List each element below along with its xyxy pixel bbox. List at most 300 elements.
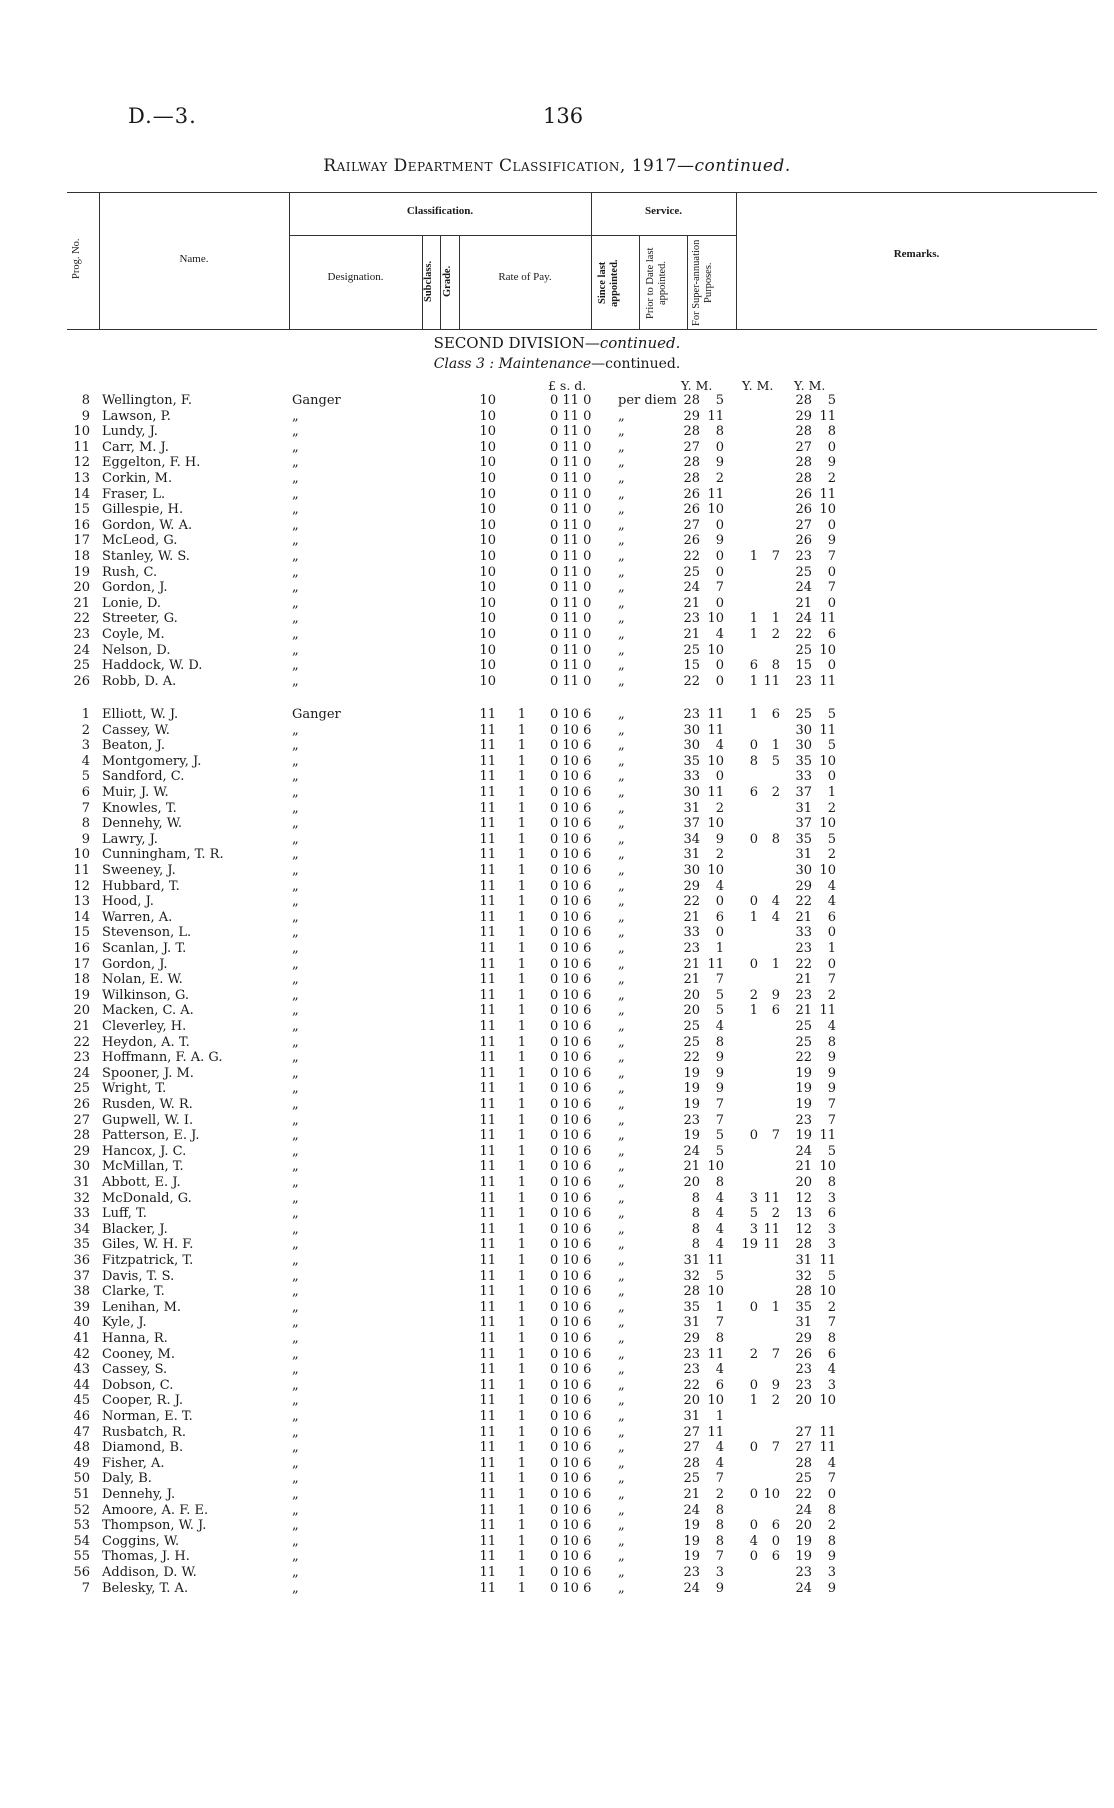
cell-um: 11 xyxy=(819,1128,836,1144)
cell-per: „ xyxy=(618,800,625,816)
cell-sy: 29 xyxy=(683,1331,700,1346)
cell-sub: 10 xyxy=(479,580,496,596)
cell-desig: „ xyxy=(292,1580,299,1596)
cell-sm: 10 xyxy=(707,1284,724,1300)
cell-sy: 31 xyxy=(683,800,700,816)
cell-name: Dobson, C. xyxy=(102,1377,174,1393)
cell-name: Nolan, E. W. xyxy=(102,972,183,988)
cell-sy: 24 xyxy=(683,1143,700,1159)
cell-um: 2 xyxy=(827,800,836,816)
cell-per: „ xyxy=(618,785,625,800)
cell-grade: 1 xyxy=(517,1502,526,1518)
cell-uy: 13 xyxy=(795,1206,812,1222)
table-row xyxy=(0,957,1114,972)
cell-sub: 10 xyxy=(479,595,496,611)
cell-uy: 30 xyxy=(795,722,812,738)
cell-no: 46 xyxy=(73,1409,90,1424)
cell-name: Muir, J. W. xyxy=(102,785,169,800)
cell-name: Gupwell, W. I. xyxy=(102,1112,194,1128)
cell-sm: 10 xyxy=(707,642,724,658)
cell-grade: 1 xyxy=(517,956,526,972)
cell-pay: 0 10 6 xyxy=(550,769,592,785)
cell-grade: 1 xyxy=(517,753,526,769)
cell-um: 0 xyxy=(827,439,836,455)
cell-pay: 0 10 6 xyxy=(550,1019,592,1034)
cell-pay: 0 10 6 xyxy=(550,1331,592,1346)
cell-uy: 29 xyxy=(795,1331,812,1346)
cell-sy: 20 xyxy=(683,987,700,1003)
cell-desig: „ xyxy=(292,1159,299,1175)
table-row xyxy=(0,533,1114,548)
cell-pay: 0 11 0 xyxy=(550,486,592,502)
cell-uy: 23 xyxy=(795,673,812,689)
cell-pm: 1 xyxy=(771,611,780,627)
cell-name: Dennehy, J. xyxy=(102,1487,176,1502)
table-row xyxy=(0,941,1114,956)
cell-uy: 35 xyxy=(795,1299,812,1315)
table-row xyxy=(0,1331,1114,1346)
cell-per: „ xyxy=(618,471,625,486)
cell-sub: 11 xyxy=(479,831,496,847)
cell-sy: 35 xyxy=(683,1299,700,1315)
cell-uy: 19 xyxy=(795,1549,812,1565)
cell-name: Rusden, W. R. xyxy=(102,1097,193,1112)
cell-sm: 0 xyxy=(715,658,724,674)
cell-pay: 0 11 0 xyxy=(550,627,592,642)
cell-sy: 30 xyxy=(683,785,700,800)
table-row xyxy=(0,487,1114,502)
cell-uy: 12 xyxy=(795,1221,812,1237)
cell-grade: 1 xyxy=(517,1050,526,1066)
cell-name: Gordon, W. A. xyxy=(102,517,193,533)
cell-desig: „ xyxy=(292,1284,299,1300)
cell-per: „ xyxy=(618,941,625,956)
cell-um: 10 xyxy=(819,1393,836,1409)
cell-uy: 19 xyxy=(795,1065,812,1081)
cell-sy: 27 xyxy=(683,517,700,533)
cell-sm: 0 xyxy=(715,673,724,689)
header-since-last: Since last appointed. xyxy=(597,259,620,307)
cell-sub: 10 xyxy=(479,439,496,455)
cell-name: Lawson, P. xyxy=(102,408,171,424)
cell-sy: 34 xyxy=(683,831,700,847)
cell-no: 21 xyxy=(73,1019,90,1034)
cell-um: 4 xyxy=(827,1362,836,1378)
cell-uy: 25 xyxy=(795,642,812,658)
cell-sy: 8 xyxy=(691,1221,700,1237)
cell-sy: 21 xyxy=(683,1487,700,1502)
cell-name: Robb, D. A. xyxy=(102,673,177,689)
cell-um: 9 xyxy=(827,1065,836,1081)
cell-grade: 1 xyxy=(517,1081,526,1097)
table-row xyxy=(0,596,1114,611)
table-row xyxy=(0,801,1114,816)
cell-sub: 11 xyxy=(479,1003,496,1019)
cell-sy: 19 xyxy=(683,1518,700,1534)
cell-no: 27 xyxy=(73,1112,90,1128)
cell-pay: 0 10 6 xyxy=(550,722,592,738)
cell-pm: 11 xyxy=(763,673,780,689)
cell-pay: 0 10 6 xyxy=(550,1393,592,1409)
cell-desig: „ xyxy=(292,1393,299,1409)
cell-um: 5 xyxy=(827,707,836,722)
cell-per: „ xyxy=(618,1565,625,1580)
cell-pay: 0 10 6 xyxy=(550,1533,592,1549)
cell-name: Cassey, W. xyxy=(102,722,170,738)
cell-desig: „ xyxy=(292,642,299,658)
cell-um: 11 xyxy=(819,408,836,424)
cell-sub: 11 xyxy=(479,1424,496,1440)
cell-um: 5 xyxy=(827,831,836,847)
cell-per: „ xyxy=(618,1097,625,1112)
cell-desig: „ xyxy=(292,1175,299,1190)
title-continued: —continued. xyxy=(677,156,791,176)
cell-sy: 31 xyxy=(683,1315,700,1331)
cell-pay: 0 11 0 xyxy=(550,471,592,486)
table-row xyxy=(0,1253,1114,1268)
cell-per: „ xyxy=(618,878,625,894)
cell-uy: 27 xyxy=(795,1424,812,1440)
cell-no: 33 xyxy=(73,1206,90,1222)
cell-um: 2 xyxy=(827,987,836,1003)
cell-name: Scanlan, J. T. xyxy=(102,941,187,956)
cell-py: 1 xyxy=(749,707,758,722)
cell-name: Stevenson, L. xyxy=(102,925,192,941)
cell-sy: 29 xyxy=(683,408,700,424)
cell-grade: 1 xyxy=(517,816,526,832)
cell-sm: 7 xyxy=(715,1315,724,1331)
cell-per: „ xyxy=(618,1471,625,1487)
cell-sub: 11 xyxy=(479,1518,496,1534)
table-row xyxy=(0,1097,1114,1112)
cell-uy: 21 xyxy=(795,972,812,988)
cell-sy: 23 xyxy=(683,1346,700,1362)
table-row xyxy=(0,972,1114,987)
cell-per: „ xyxy=(618,627,625,642)
cell-name: Montgomery, J. xyxy=(102,753,202,769)
cell-pm: 7 xyxy=(771,1346,780,1362)
cell-sub: 10 xyxy=(479,611,496,627)
cell-sub: 11 xyxy=(479,1393,496,1409)
cell-pay: 0 10 6 xyxy=(550,1206,592,1222)
cell-pm: 7 xyxy=(771,549,780,564)
cell-pay: 0 10 6 xyxy=(550,909,592,925)
cell-pm: 8 xyxy=(771,831,780,847)
cell-per: „ xyxy=(618,1253,625,1268)
table-row xyxy=(0,1549,1114,1564)
cell-um: 9 xyxy=(827,1081,836,1097)
cell-sub: 11 xyxy=(479,1455,496,1471)
cell-pm: 2 xyxy=(771,785,780,800)
cell-uy: 24 xyxy=(795,611,812,627)
cell-sy: 19 xyxy=(683,1549,700,1565)
cell-name: Sweeney, J. xyxy=(102,863,176,878)
cell-per: „ xyxy=(618,642,625,658)
cell-sy: 21 xyxy=(683,909,700,925)
cell-uy: 24 xyxy=(795,580,812,596)
cell-uy: 21 xyxy=(795,909,812,925)
cell-per: „ xyxy=(618,1190,625,1206)
cell-no: 20 xyxy=(73,1003,90,1019)
cell-name: Carr, M. J. xyxy=(102,439,169,455)
cell-sy: 25 xyxy=(683,564,700,580)
cell-pay: 0 11 0 xyxy=(550,424,592,440)
cell-um: 7 xyxy=(827,1315,836,1331)
table-row xyxy=(0,409,1114,424)
cell-per: „ xyxy=(618,707,625,722)
cell-desig: „ xyxy=(292,1471,299,1487)
cell-per: „ xyxy=(618,1409,625,1424)
cell-sub: 10 xyxy=(479,502,496,518)
cell-sy: 28 xyxy=(683,1455,700,1471)
cell-per: „ xyxy=(618,1487,625,1502)
cell-grade: 1 xyxy=(517,1299,526,1315)
cell-desig: „ xyxy=(292,595,299,611)
cell-desig: „ xyxy=(292,564,299,580)
cell-no: 8 xyxy=(81,393,90,408)
cell-no: 26 xyxy=(73,673,90,689)
cell-py: 0 xyxy=(749,1377,758,1393)
cell-no: 24 xyxy=(73,642,90,658)
table-row xyxy=(0,1378,1114,1393)
cell-uy: 31 xyxy=(795,1253,812,1268)
cell-uy: 27 xyxy=(795,439,812,455)
cell-sub: 10 xyxy=(479,517,496,533)
cell-name: Addison, D. W. xyxy=(102,1565,197,1580)
cell-sy: 19 xyxy=(683,1081,700,1097)
cell-sm: 1 xyxy=(715,1299,724,1315)
cell-no: 22 xyxy=(73,1034,90,1050)
cell-no: 23 xyxy=(73,627,90,642)
cell-uy: 19 xyxy=(795,1128,812,1144)
cell-pay: 0 10 6 xyxy=(550,1050,592,1066)
cell-sy: 23 xyxy=(683,1565,700,1580)
cell-sy: 26 xyxy=(683,502,700,518)
cell-name: Gordon, J. xyxy=(102,580,168,596)
header-designation: Designation. xyxy=(327,271,384,283)
table-row xyxy=(0,1019,1114,1034)
cell-sub: 10 xyxy=(479,642,496,658)
header-name: Name. xyxy=(179,253,209,265)
cell-name: Fraser, L. xyxy=(102,486,166,502)
cell-sub: 11 xyxy=(479,769,496,785)
cell-sm: 11 xyxy=(707,486,724,502)
cell-per: „ xyxy=(618,1549,625,1565)
cell-sm: 2 xyxy=(715,800,724,816)
cell-per: „ xyxy=(618,1533,625,1549)
cell-name: Cleverley, H. xyxy=(102,1019,187,1034)
cell-sm: 11 xyxy=(707,956,724,972)
cell-sy: 32 xyxy=(683,1268,700,1284)
cell-name: Heydon, A. T. xyxy=(102,1034,190,1050)
cell-sy: 31 xyxy=(683,1253,700,1268)
cell-pay: 0 10 6 xyxy=(550,972,592,988)
cell-uy: 25 xyxy=(795,707,812,722)
table-row xyxy=(0,518,1114,533)
cell-no: 45 xyxy=(73,1393,90,1409)
cell-no: 15 xyxy=(73,502,90,518)
cell-name: Elliott, W. J. xyxy=(102,707,179,722)
cell-per: „ xyxy=(618,1331,625,1346)
cell-sm: 9 xyxy=(715,1580,724,1596)
cell-sy: 22 xyxy=(683,673,700,689)
cell-per: „ xyxy=(618,1315,625,1331)
cell-name: Hoffmann, F. A. G. xyxy=(102,1050,223,1066)
since-units: Y. M. xyxy=(681,378,713,393)
cell-pay: 0 11 0 xyxy=(550,580,592,596)
cell-grade: 1 xyxy=(517,1518,526,1534)
cell-no: 26 xyxy=(73,1097,90,1112)
cell-sub: 11 xyxy=(479,1034,496,1050)
cell-per: „ xyxy=(618,847,625,863)
cell-py: 2 xyxy=(749,1346,758,1362)
cell-pm: 2 xyxy=(771,1393,780,1409)
cell-sm: 10 xyxy=(707,502,724,518)
cell-sm: 10 xyxy=(707,863,724,878)
cell-pm: 7 xyxy=(771,1440,780,1456)
cell-sm: 8 xyxy=(715,1175,724,1190)
title-main: Railway Department Classification, 1917 xyxy=(323,156,677,176)
cell-uy: 19 xyxy=(795,1533,812,1549)
cell-no: 35 xyxy=(73,1237,90,1253)
column-header-table xyxy=(67,192,1097,330)
cell-uy: 24 xyxy=(795,1580,812,1596)
table-row xyxy=(0,925,1114,940)
cell-sy: 31 xyxy=(683,847,700,863)
cell-sm: 2 xyxy=(715,471,724,486)
cell-um: 7 xyxy=(827,1471,836,1487)
table-row xyxy=(0,785,1114,800)
cell-um: 10 xyxy=(819,642,836,658)
cell-um: 9 xyxy=(827,1580,836,1596)
cell-py: 0 xyxy=(749,1549,758,1565)
header-superannuation: For Super-annuation Purposes. xyxy=(691,239,714,327)
document-title xyxy=(0,156,1114,176)
cell-no: 17 xyxy=(73,956,90,972)
table-row xyxy=(0,738,1114,753)
cell-uy: 22 xyxy=(795,1050,812,1066)
cell-name: Wilkinson, G. xyxy=(102,987,190,1003)
cell-desig: „ xyxy=(292,1034,299,1050)
cell-per: „ xyxy=(618,658,625,674)
cell-grade: 1 xyxy=(517,1237,526,1253)
cell-pm: 6 xyxy=(771,1518,780,1534)
cell-grade: 1 xyxy=(517,1565,526,1580)
cell-uy: 37 xyxy=(795,816,812,832)
table-row xyxy=(0,1081,1114,1096)
cell-grade: 1 xyxy=(517,1284,526,1300)
cell-pay: 0 11 0 xyxy=(550,439,592,455)
cell-name: Luff, T. xyxy=(102,1206,147,1222)
cell-pay: 0 10 6 xyxy=(550,753,592,769)
cell-sm: 5 xyxy=(715,1143,724,1159)
cell-sm: 9 xyxy=(715,1050,724,1066)
cell-um: 5 xyxy=(827,393,836,408)
cell-sm: 5 xyxy=(715,987,724,1003)
cell-um: 6 xyxy=(827,627,836,642)
table-row xyxy=(0,1534,1114,1549)
cell-desig: „ xyxy=(292,800,299,816)
cell-per: „ xyxy=(618,502,625,518)
cell-desig: „ xyxy=(292,987,299,1003)
cell-pay: 0 10 6 xyxy=(550,1159,592,1175)
cell-uy: 28 xyxy=(795,1237,812,1253)
cell-um: 10 xyxy=(819,502,836,518)
cell-pay: 0 10 6 xyxy=(550,1346,592,1362)
cell-sy: 30 xyxy=(683,722,700,738)
cell-sm: 9 xyxy=(715,831,724,847)
cell-uy: 20 xyxy=(795,1518,812,1534)
cell-per: „ xyxy=(618,1112,625,1128)
cell-sub: 11 xyxy=(479,1377,496,1393)
cell-py: 1 xyxy=(749,909,758,925)
cell-no: 17 xyxy=(73,533,90,549)
cell-um: 11 xyxy=(819,1440,836,1456)
cell-um: 6 xyxy=(827,909,836,925)
cell-grade: 1 xyxy=(517,925,526,941)
cell-per: „ xyxy=(618,595,625,611)
cell-per: „ xyxy=(618,1221,625,1237)
cell-per: „ xyxy=(618,1175,625,1190)
cell-desig: „ xyxy=(292,502,299,518)
cell-sy: 37 xyxy=(683,816,700,832)
cell-per: „ xyxy=(618,611,625,627)
cell-uy: 35 xyxy=(795,831,812,847)
cell-uy: 24 xyxy=(795,1502,812,1518)
cell-sy: 28 xyxy=(683,455,700,471)
cell-name: Diamond, B. xyxy=(102,1440,184,1456)
cell-um: 8 xyxy=(827,1533,836,1549)
cell-per: „ xyxy=(618,486,625,502)
cell-grade: 1 xyxy=(517,1143,526,1159)
cell-pay: 0 11 0 xyxy=(550,549,592,564)
cell-pm: 6 xyxy=(771,1549,780,1565)
cell-no: 56 xyxy=(73,1565,90,1580)
cell-desig: „ xyxy=(292,658,299,674)
cell-name: Thompson, W. J. xyxy=(102,1518,207,1534)
cell-uy: 32 xyxy=(795,1268,812,1284)
cell-py: 1 xyxy=(749,1393,758,1409)
cell-uy: 23 xyxy=(795,987,812,1003)
cell-name: Amoore, A. F. E. xyxy=(102,1502,209,1518)
table-row xyxy=(0,1425,1114,1440)
table-row xyxy=(0,1175,1114,1190)
cell-grade: 1 xyxy=(517,1065,526,1081)
cell-desig: „ xyxy=(292,1190,299,1206)
cell-desig: „ xyxy=(292,785,299,800)
cell-sm: 10 xyxy=(707,1393,724,1409)
cell-per: „ xyxy=(618,408,625,424)
cell-grade: 1 xyxy=(517,707,526,722)
cell-sub: 10 xyxy=(479,408,496,424)
cell-sub: 10 xyxy=(479,533,496,549)
cell-pm: 11 xyxy=(763,1237,780,1253)
table-row xyxy=(0,769,1114,784)
cell-sub: 10 xyxy=(479,564,496,580)
cell-um: 8 xyxy=(827,1502,836,1518)
cell-um: 3 xyxy=(827,1190,836,1206)
cell-name: Stanley, W. S. xyxy=(102,549,190,564)
cell-no: 5 xyxy=(81,769,90,785)
table-row xyxy=(0,580,1114,595)
cell-pay: 0 10 6 xyxy=(550,1003,592,1019)
cell-uy: 22 xyxy=(795,894,812,910)
cell-sm: 8 xyxy=(715,1518,724,1534)
cell-per: per diem xyxy=(618,393,677,408)
cell-sm: 11 xyxy=(707,1346,724,1362)
cell-pay: 0 11 0 xyxy=(550,408,592,424)
cell-sub: 10 xyxy=(479,486,496,502)
